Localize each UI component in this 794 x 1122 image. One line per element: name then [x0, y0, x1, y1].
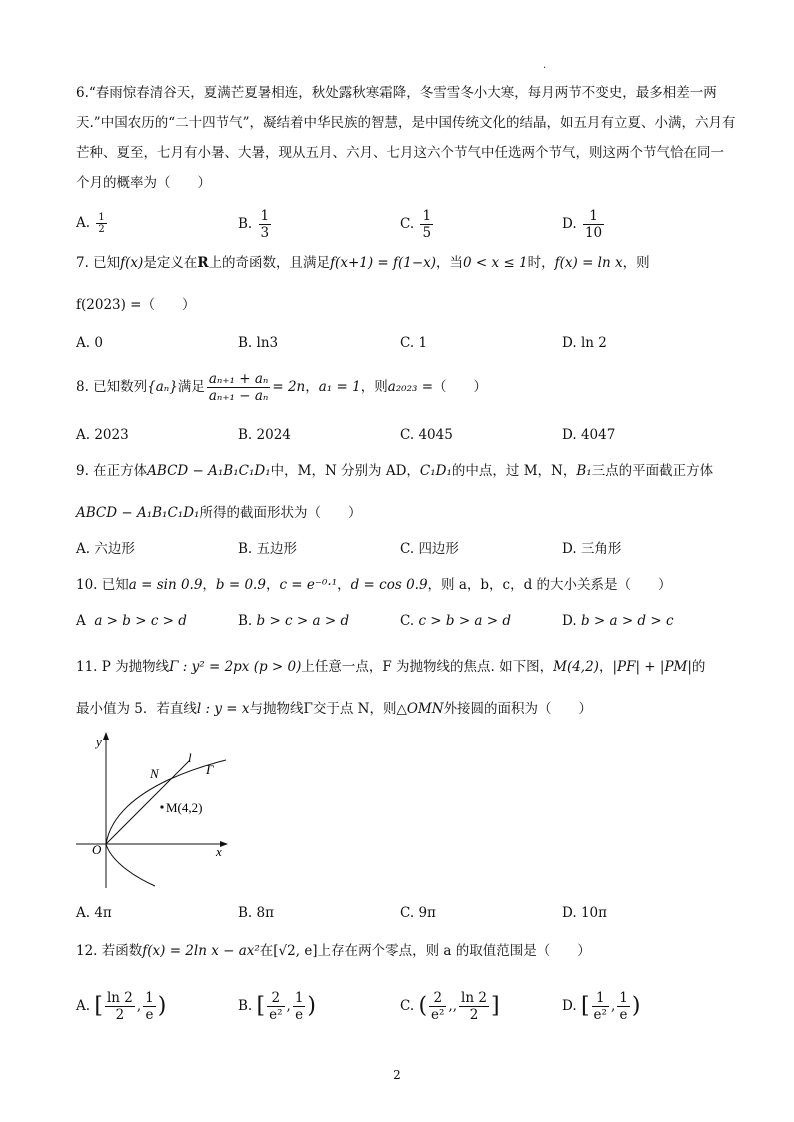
- fraction: [267, 990, 284, 1023]
- question-8-options: [76, 420, 736, 450]
- option-value: b > c > a > d: [256, 613, 350, 629]
- option-value: 4045: [418, 427, 453, 443]
- q7-fx: f(x): [120, 255, 144, 271]
- denominator: 10: [584, 225, 603, 241]
- option-c[interactable]: [400, 420, 453, 450]
- q10-text: ，则 a，b，c，d 的大小关系是（ ）: [427, 577, 672, 593]
- page-number: 2: [393, 1068, 401, 1082]
- fraction: [293, 990, 306, 1023]
- q11-point-m: M(4,2): [553, 659, 599, 675]
- numerator: 1: [98, 212, 105, 223]
- q11-parabola: Γ : y² = 2px (p > 0): [169, 659, 302, 675]
- point-m: [160, 805, 163, 808]
- option-label: C.: [400, 335, 415, 351]
- numerator: ln 2: [106, 990, 133, 1006]
- numerator: 1: [619, 990, 628, 1006]
- q11-text: ，: [598, 659, 613, 675]
- q7-equation: f(x) = ln x: [554, 255, 623, 271]
- question-12-options: [76, 986, 736, 1026]
- q8-fraction: [207, 371, 270, 404]
- q8-a2023: a₂₀₂₃ =: [387, 379, 434, 395]
- option-label: A.: [76, 998, 91, 1014]
- denominator: aₙ₊₁ − aₙ: [208, 388, 269, 404]
- option-c[interactable]: [400, 986, 500, 1027]
- q12-function: f(x) = 2ln x − ax²: [142, 943, 260, 959]
- fraction: [617, 990, 630, 1023]
- numerator: 2: [267, 990, 284, 1007]
- option-b[interactable]: [238, 328, 278, 358]
- option-a[interactable]: [76, 606, 187, 636]
- right-bracket: ]: [490, 993, 500, 1019]
- q11-triangle: △OMN: [396, 701, 444, 717]
- option-label: C.: [400, 216, 415, 232]
- option-label: A.: [76, 335, 91, 351]
- fraction: [459, 990, 489, 1023]
- q8-text: 8. 已知数列: [76, 379, 148, 395]
- option-label: D.: [562, 541, 577, 557]
- option-d[interactable]: [562, 208, 606, 241]
- curve-gamma-label: Γ: [206, 762, 214, 777]
- q7-equation: f(x+1) = f(1−x): [330, 255, 437, 271]
- q9-text: 所得的截面形状为（ ）: [199, 505, 362, 521]
- option-value: 六边形: [94, 541, 135, 557]
- question-11-line1: [76, 652, 736, 682]
- numerator: 2: [429, 990, 446, 1007]
- option-c[interactable]: [400, 606, 511, 636]
- q10-c: c = e⁻⁰·¹: [279, 577, 338, 593]
- q11-text: 与抛物线: [249, 701, 304, 717]
- option-label: D.: [562, 427, 577, 443]
- fraction: [583, 208, 604, 241]
- option-value: 0: [94, 335, 103, 351]
- fraction: [259, 208, 272, 241]
- option-value: 9π: [418, 905, 436, 921]
- option-label: B.: [238, 998, 253, 1014]
- q10-b: b = 0.9: [215, 577, 266, 593]
- left-bracket: [: [94, 993, 103, 1019]
- q7-text: ，则: [622, 255, 650, 271]
- origin-label: O: [92, 842, 102, 857]
- option-d[interactable]: [562, 328, 607, 358]
- q9-cube: ABCD − A₁B₁C₁D₁: [147, 463, 271, 479]
- q11-text: 外接圆的面积为（ ）: [443, 701, 593, 717]
- fraction: [592, 990, 609, 1023]
- option-label: B.: [238, 905, 253, 921]
- question-7-text: [76, 248, 736, 278]
- denominator: 2: [115, 1007, 125, 1023]
- option-b[interactable]: [238, 420, 291, 450]
- option-label: C.: [400, 613, 415, 629]
- question-6-options: [76, 208, 736, 241]
- option-label: A.: [76, 905, 91, 921]
- left-bracket: [: [256, 993, 266, 1019]
- option-value: 4047: [580, 427, 616, 443]
- option-label: A.: [76, 541, 91, 557]
- left-bracket: (: [418, 993, 428, 1019]
- q7-text: 上的奇函数，且满足: [208, 255, 331, 271]
- option-label: B.: [238, 216, 253, 232]
- q8-text: 满足: [177, 379, 205, 395]
- q11-text: 的: [691, 659, 706, 675]
- q9-text: 9. 在正方体: [76, 463, 148, 479]
- q11-text: 11. P 为抛物线: [76, 659, 170, 675]
- top-mark: .: [543, 60, 547, 71]
- option-value: 1: [418, 335, 428, 351]
- option-label: A: [76, 613, 86, 629]
- option-b[interactable]: [238, 534, 297, 564]
- denominator: 3: [260, 225, 270, 241]
- option-label: B.: [238, 541, 253, 557]
- option-label: D.: [562, 613, 577, 629]
- option-value: 2023: [94, 427, 129, 443]
- fraction: [420, 208, 433, 241]
- numerator: 1: [583, 208, 604, 225]
- option-value: 10π: [580, 905, 607, 921]
- separator: ,,: [448, 998, 458, 1014]
- numerator: 1: [294, 990, 304, 1006]
- fraction: [143, 990, 156, 1023]
- question-8-text: [76, 368, 736, 406]
- q7-text: ，当: [436, 255, 464, 271]
- q12-interval: [√2, e]: [273, 943, 318, 959]
- option-label: B.: [238, 427, 253, 443]
- y-axis-arrow: [103, 732, 109, 740]
- denominator: e²: [269, 1007, 283, 1023]
- option-value: 2024: [256, 427, 291, 443]
- denominator: e: [145, 1007, 154, 1023]
- option-label: A.: [76, 427, 91, 443]
- question-7-options: [76, 328, 736, 358]
- numerator: 1: [422, 208, 432, 224]
- q9-cube: ABCD − A₁B₁C₁D₁: [76, 505, 200, 521]
- numerator: 1: [260, 208, 270, 224]
- q8-text: ，则: [360, 379, 388, 395]
- option-value: b > a > d > c: [580, 613, 674, 629]
- option-b[interactable]: [238, 606, 349, 636]
- line-l-label: l: [188, 750, 192, 765]
- option-b[interactable]: [238, 208, 273, 241]
- parabola-curve: [106, 760, 226, 886]
- q7-real-set: R: [197, 255, 209, 271]
- numerator: ln 2: [461, 990, 487, 1006]
- option-value: 4π: [94, 905, 112, 921]
- q12-text: 在: [259, 943, 274, 959]
- option-label: A.: [76, 215, 91, 231]
- option-a[interactable]: [76, 534, 135, 564]
- denominator: e: [619, 1007, 628, 1023]
- option-value: 8π: [256, 905, 274, 921]
- q12-text: 上存在两个零点，则 a 的取值范围是（ ）: [317, 943, 591, 959]
- question-11-options: [76, 898, 736, 928]
- numerator: aₙ₊₁ + aₙ: [208, 371, 269, 387]
- q11-gamma: Γ: [303, 701, 313, 717]
- q10-sep: ，: [202, 577, 216, 593]
- denominator: e²: [431, 1007, 445, 1023]
- q8-text: ，: [305, 379, 319, 395]
- q10-sep: ，: [337, 577, 351, 593]
- denominator: e: [295, 1007, 304, 1023]
- question-7-line2: f(2023) =（ ）: [76, 297, 196, 313]
- option-a[interactable]: [76, 898, 112, 928]
- q9-text: 的中点，过 M，N，: [451, 463, 577, 479]
- option-c[interactable]: [400, 898, 436, 928]
- question-10-text: [76, 570, 736, 600]
- separator: ,: [136, 998, 142, 1014]
- q9-text: 三点的平面截正方体: [591, 463, 714, 479]
- q11-text: 上任意一点，F 为抛物线的焦点. 如下图，: [301, 659, 554, 675]
- option-value: a > b > c > d: [94, 613, 187, 629]
- q10-d: d = cos 0.9: [350, 577, 428, 593]
- q12-text: 12. 若函数: [76, 943, 143, 959]
- question-10-options: [76, 606, 736, 636]
- option-label: C.: [400, 905, 415, 921]
- option-label: B.: [238, 613, 253, 629]
- y-axis-label: y: [96, 734, 102, 749]
- q8-text: （ ）: [433, 379, 488, 395]
- q8-sequence: {aₙ}: [147, 379, 178, 395]
- q9-edge: C₁D₁: [419, 463, 452, 479]
- point-m-label: M(4,2): [166, 800, 203, 815]
- q9-point: B₁: [576, 463, 592, 479]
- option-a[interactable]: [76, 208, 109, 238]
- denominator: 2: [469, 1007, 479, 1023]
- q11-line: l : y = x: [196, 701, 250, 717]
- option-value: 四边形: [418, 541, 459, 557]
- option-value: 五边形: [256, 541, 298, 557]
- option-b[interactable]: [238, 986, 316, 1027]
- question-11-line2: [76, 694, 736, 724]
- option-a[interactable]: [76, 420, 129, 450]
- numerator: 1: [592, 990, 609, 1007]
- fraction: [96, 212, 106, 235]
- q11-text: 最小值为 5．若直线: [76, 701, 197, 717]
- option-d[interactable]: [562, 534, 621, 564]
- option-value: ln 2: [580, 335, 607, 351]
- right-bracket: ): [307, 993, 316, 1019]
- option-d[interactable]: [562, 898, 607, 928]
- denominator: 5: [422, 225, 432, 241]
- point-n-label: N: [150, 766, 159, 781]
- q8-a1: a₁ = 1: [318, 379, 361, 395]
- option-a[interactable]: [76, 328, 103, 358]
- option-b[interactable]: [238, 898, 274, 928]
- option-c[interactable]: [400, 534, 459, 564]
- question-9-line2: [76, 498, 736, 528]
- separator: ,: [286, 998, 291, 1014]
- x-axis-label: x: [216, 844, 222, 859]
- q7-text: 7. 已知: [76, 255, 121, 271]
- q11-sum: |PF| + |PM|: [612, 659, 692, 675]
- option-c[interactable]: [400, 328, 427, 358]
- option-d[interactable]: [562, 606, 674, 636]
- q9-text: 中，M，N 分别为 AD，: [270, 463, 420, 479]
- q8-rhs: = 2n: [272, 379, 306, 395]
- denominator: e²: [593, 1007, 607, 1023]
- q10-a: a = sin 0.9: [128, 577, 203, 593]
- option-d[interactable]: [562, 986, 640, 1027]
- q11-text: 交于点 N，则: [312, 701, 397, 717]
- left-bracket: [: [580, 993, 590, 1019]
- option-label: B.: [238, 335, 253, 351]
- question-9-line1: [76, 456, 736, 486]
- question-12-text: [76, 936, 736, 966]
- q7-text: 时，: [527, 255, 555, 271]
- option-label: C.: [400, 427, 415, 443]
- question-9-options: [76, 534, 736, 564]
- separator: ,: [610, 998, 616, 1014]
- option-label: C.: [400, 998, 415, 1014]
- denominator: 2: [98, 224, 105, 235]
- option-value: 三角形: [580, 541, 622, 557]
- option-label: C.: [400, 541, 415, 557]
- q10-text: 10. 已知: [76, 577, 129, 593]
- q7-condition: 0 < x ≤ 1: [463, 255, 528, 271]
- option-value: ln3: [256, 335, 279, 351]
- right-bracket: ): [157, 993, 167, 1019]
- fraction: [105, 990, 135, 1023]
- option-a[interactable]: [76, 986, 166, 1027]
- option-label: D.: [562, 216, 577, 232]
- option-label: D.: [562, 335, 577, 351]
- q7-text: 是定义在: [143, 255, 198, 271]
- numerator: 1: [145, 990, 154, 1006]
- right-bracket: ): [631, 993, 641, 1019]
- fraction: [429, 990, 446, 1023]
- option-c[interactable]: [400, 208, 435, 241]
- q10-sep: ，: [265, 577, 280, 593]
- question-6-text: 6.“春雨惊春清谷天，夏满芒夏暑相连，秋处露秋寒霜降，冬雪雪冬小大寒，每月两节不变史，最多相差一两天.”中国农历的“二十四节气”，凝结着中华民族的智慧，是中国传统文化的结晶，如五月有立夏、小满，六月有芒种、夏至，七月有小暑、大暑，现从五月、六月、七月这六个节气中任选两个节气，则这两个节气恰在同一个月的概率为（ ）: [76, 85, 736, 191]
- option-value: c > b > a > d: [418, 613, 512, 629]
- option-d[interactable]: [562, 420, 615, 450]
- option-label: D.: [562, 905, 577, 921]
- parabola-graph: [70, 728, 270, 893]
- option-label: D.: [562, 998, 577, 1014]
